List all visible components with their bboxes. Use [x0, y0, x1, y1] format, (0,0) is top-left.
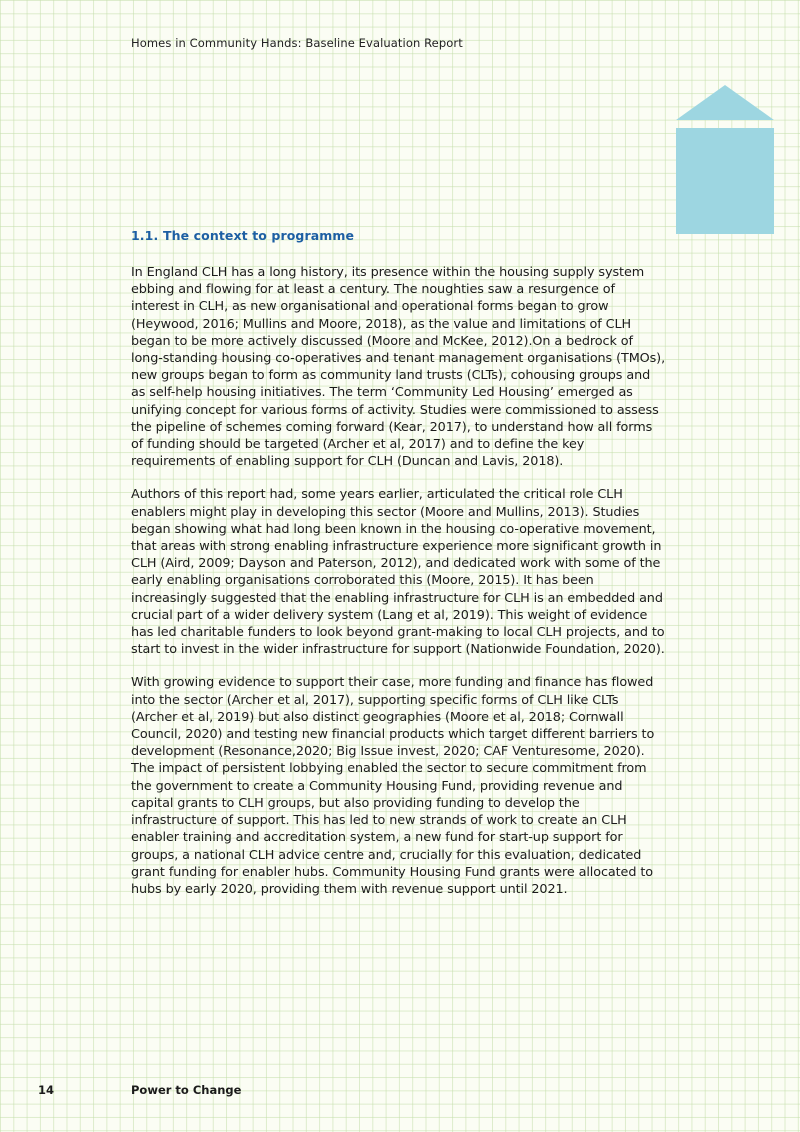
footer-brand: Power to Change	[131, 1083, 242, 1097]
page-number: 14	[38, 1083, 55, 1097]
section-title: The context to programme	[163, 228, 355, 243]
body-text	[131, 264, 666, 914]
paragraph: With growing evidence to support their case, more funding and finance has flowed into the sector (Archer et al, 2017), supporting specific forms of CLH like CLTs (Archer et al, 2019) but also distinct geographies (Moore et al, 2018; Cornwall Council, 2020) and testing new financial products which target different barriers to development (Resonance,2020; Big Issue invest, 2020; CAF Venturesome, 2020). The impact of persistent lobbying enabled the sector to secure commitment from the government to create a Community Housing Fund, providing revenue and capital grants to CLH groups, but also providing funding to develop the infrastructure of support. This has led to new strands of work to create an CLH enabler training and accreditation system, a new fund for start-up support for groups, a national CLH advice centre and, crucially for this evaluation, dedicated grant funding for enabler hubs. Community Housing Fund grants were allocated to hubs by early 2020, providing them with revenue support until 2021.	[131, 675, 655, 897]
paragraph: In England CLH has a long history, its presence within the housing supply system ebbing and flowing for at least a century. The noughties saw a resurgence of interest in CLH, as new organisational and operational forms began to grow (Heywood, 2016; Mullins and Moore, 2018), as the value and limitations of CLH began to be more actively discussed (Moore and McKee, 2012).On a bedrock of long-standing housing co-operatives and tenant management organisations (TMOs), new groups began to form as community land trusts (CLTs), cohousing groups and as self-help housing initiatives. The term ‘Community Led Housing’ emerged as unifying concept for various forms of activity. Studies were commissioned to assess the pipeline of schemes coming forward (Kear, 2017), to understand how all forms of funding should be targeted (Archer et al, 2017) and to define the key requirements of enabling support for CLH (Duncan and Lavis, 2018).	[131, 265, 666, 470]
paragraph: Authors of this report had, some years earlier, articulated the critical role CLH enablers might play in developing this sector (Moore and Mullins, 2013). Studies began showing what had long been known in the housing co-operative movement, that areas with strong enabling infrastructure experience more significant growth in CLH (Aird, 2009; Dayson and Paterson, 2012), and dedicated work with some of the early enabling organisations corroborated this (Moore, 2015). It has been increasingly suggested that the enabling infrastructure for CLH is an embedded and crucial part of a wider delivery system (Lang et al, 2019). This weight of evidence has led charitable funders to look beyond grant-making to local CLH projects, and to start to invest in the wider infrastructure for support (Nationwide Foundation, 2020).	[131, 487, 665, 658]
running-header: Homes in Community Hands: Baseline Evaluation Report	[131, 36, 463, 50]
section-number: 1.1.	[131, 228, 159, 243]
house-icon	[674, 83, 776, 235]
section-heading	[131, 228, 354, 243]
